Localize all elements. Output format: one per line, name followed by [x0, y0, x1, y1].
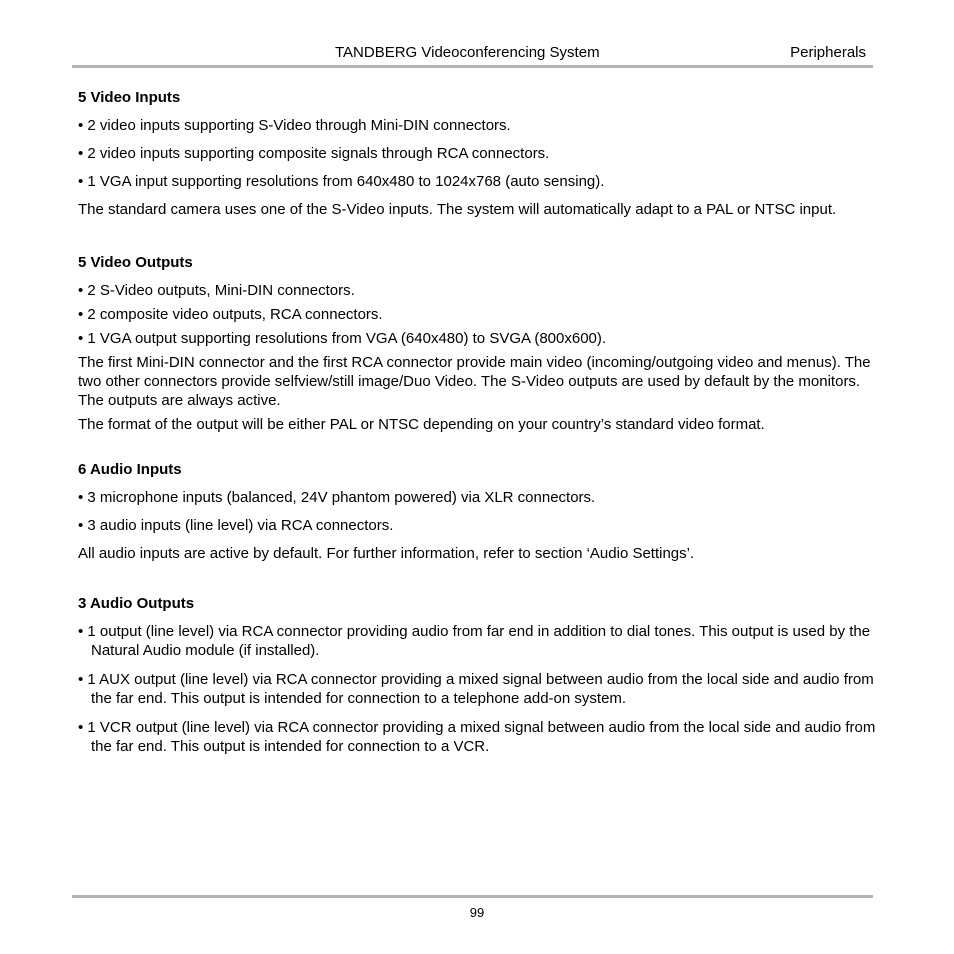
header-title: TANDBERG Videoconferencing System	[335, 44, 600, 61]
page-number: 99	[469, 905, 485, 920]
paragraph: All audio inputs are active by default. For further information, refer to section ‘Audio Settings’.	[78, 545, 695, 562]
header-divider	[72, 65, 873, 68]
paragraph: The standard camera uses one of the S-Video inputs. The system will automatically adapt to a PAL or NTSC input.	[78, 201, 837, 218]
section-heading-video-inputs: 5 Video Inputs	[78, 89, 181, 106]
paragraph: The format of the output will be either PAL or NTSC depending on your country’s standard video format.	[78, 416, 765, 433]
list-item: • 3 microphone inputs (balanced, 24V phantom powered) via XLR connectors.	[78, 489, 596, 506]
list-item: • 1 output (line level) via RCA connector providing audio from far end in addition to dial tones. This output is used by the Natural Audio module (if installed).	[78, 623, 871, 659]
list-item: • 1 VGA output supporting resolutions from VGA (640x480) to SVGA (800x600).	[78, 330, 607, 347]
footer-divider	[72, 895, 873, 898]
list-item: • 2 video inputs supporting composite signals through RCA connectors.	[78, 145, 550, 162]
page-content	[78, 88, 878, 756]
list-item: • 1 VGA input supporting resolutions from 640x480 to 1024x768 (auto sensing).	[78, 173, 605, 190]
list-item: • 2 video inputs supporting S-Video through Mini-DIN connectors.	[78, 117, 511, 134]
section-heading-video-outputs: 5 Video Outputs	[78, 254, 193, 271]
list-item: • 3 audio inputs (line level) via RCA connectors.	[78, 517, 394, 534]
header-section: Peripherals	[790, 44, 866, 61]
list-item: • 2 S-Video outputs, Mini-DIN connectors.	[78, 282, 355, 299]
paragraph: The first Mini-DIN connector and the first RCA connector provide main video (incoming/outgoing video and menus). The two other connectors provide selfview/still image/Duo Video. The S-Video outputs are used by default by the monitors. The outputs are always active.	[78, 354, 871, 409]
list-item: • 2 composite video outputs, RCA connectors.	[78, 306, 383, 323]
list-item: • 1 VCR output (line level) via RCA connector providing a mixed signal between audio from the local side and audio from the far end. This output is intended for connection to a VCR.	[78, 719, 876, 755]
list-item: • 1 AUX output (line level) via RCA connector providing a mixed signal between audio from the local side and audio from the far end. This output is intended for connection to a telephone add-on system.	[78, 671, 874, 707]
section-heading-audio-inputs: 6 Audio Inputs	[78, 461, 182, 478]
section-heading-audio-outputs: 3 Audio Outputs	[78, 595, 195, 612]
